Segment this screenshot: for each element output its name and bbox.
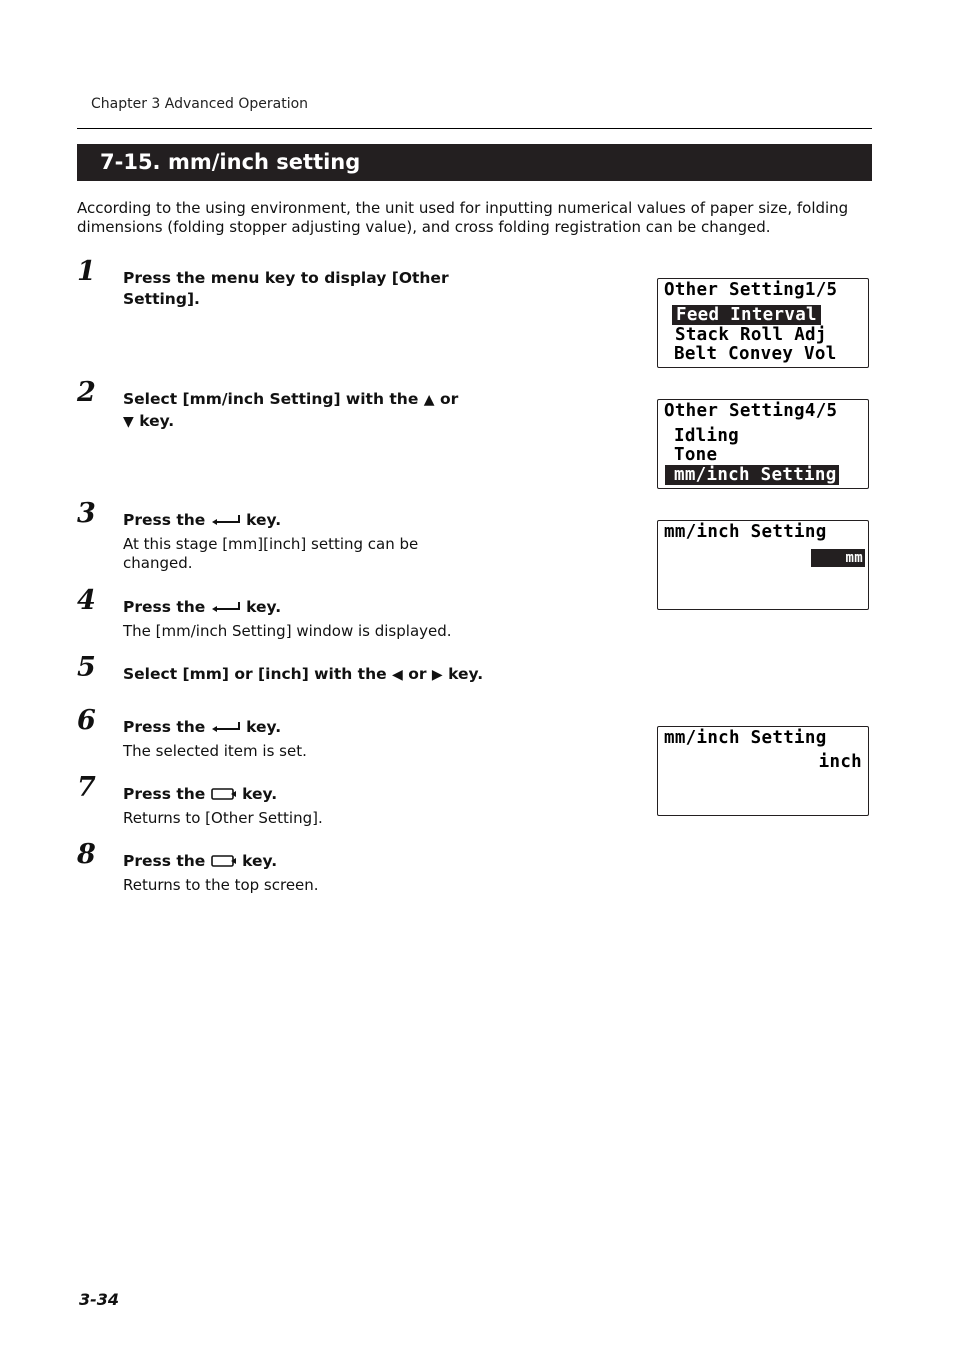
- page-number: 3-34: [79, 1290, 120, 1309]
- exit-key-icon: [211, 788, 237, 800]
- intro-paragraph: According to the using environment, the unit used for inputting numerical values of paper size, folding dimensions (folding stopper adjusting value), and cross folding registration can be changed.: [77, 199, 849, 236]
- step-title: Press the key.: [123, 785, 278, 803]
- lcd-line-selected: Feed Interval: [672, 305, 821, 325]
- enter-key-icon: [211, 514, 241, 526]
- enter-key-icon: [211, 601, 241, 613]
- chapter-header: Chapter 3 Advanced Operation: [91, 96, 309, 112]
- step-description: At this stage [mm][inch] setting can be changed.: [123, 535, 419, 572]
- lcd-unit-selected: mm: [811, 549, 865, 567]
- lcd-display-mm-inch-inch: [657, 726, 869, 816]
- lcd-line: Other Setting4/5: [664, 401, 838, 421]
- up-triangle-icon: ▲: [423, 392, 435, 408]
- down-triangle-icon: ▼: [123, 414, 134, 430]
- lcd-line: Tone: [674, 445, 718, 465]
- step-title: Press the menu key to display [Other Setting].: [123, 269, 449, 308]
- step-number: 1: [77, 256, 96, 287]
- step-number: 2: [77, 377, 96, 408]
- step-number: 6: [77, 705, 96, 736]
- lcd-display-mm-inch-mm: [657, 520, 869, 610]
- section-title-bar: [77, 144, 872, 181]
- lcd-line: mm/inch Setting: [664, 728, 827, 748]
- step-title: Press the key.: [123, 852, 278, 870]
- step-description: Returns to the top screen.: [123, 876, 319, 894]
- lcd-line: Stack Roll Adj: [675, 325, 827, 345]
- lcd-display-other-setting-4: [657, 399, 869, 489]
- section-title: mm/inch setting: [168, 150, 361, 174]
- step-description: Returns to [Other Setting].: [123, 809, 323, 827]
- step-number: 3: [77, 498, 96, 529]
- step-description: The [mm/inch Setting] window is displayed.: [123, 622, 452, 640]
- right-triangle-icon: ▶: [431, 667, 443, 683]
- step-title: Press the key.: [123, 511, 282, 529]
- step-number: 5: [77, 652, 96, 683]
- exit-key-icon: [211, 855, 237, 867]
- lcd-line: Idling: [674, 426, 740, 446]
- step-number: 8: [77, 839, 96, 870]
- lcd-unit-value: inch: [818, 752, 862, 772]
- lcd-line: mm/inch Setting: [664, 522, 827, 542]
- step-title: Select [mm/inch Setting] with the ▲ or ▼ key.: [123, 389, 503, 433]
- step-title: Select [mm] or [inch] with the ◀ or ▶ key.: [123, 664, 543, 686]
- step-title: Press the key.: [123, 598, 282, 616]
- lcd-line: Belt Convey Vol: [674, 344, 837, 364]
- left-triangle-icon: ◀: [392, 667, 403, 683]
- enter-key-icon: [211, 721, 241, 733]
- step-number: 7: [77, 772, 96, 803]
- step-number: 4: [77, 585, 96, 616]
- lcd-line: Other Setting1/5: [664, 280, 838, 300]
- lcd-display-other-setting-1: [657, 278, 869, 368]
- step-description: The selected item is set.: [123, 742, 307, 760]
- step-title: Press the key.: [123, 718, 282, 736]
- header-rule: [77, 128, 872, 129]
- section-number: 7-15.: [100, 150, 161, 174]
- lcd-line-selected: mm/inch Setting: [665, 465, 839, 485]
